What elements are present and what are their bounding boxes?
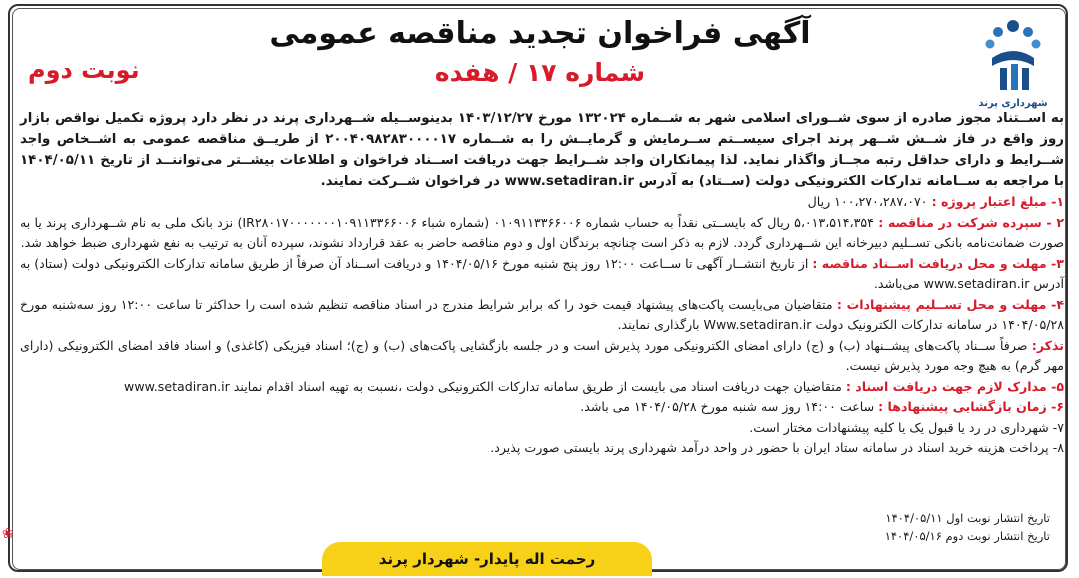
item-deposit [20,213,1064,254]
item-document-deadline [20,254,1064,295]
municipality-logo [967,14,1059,114]
item-heading: تذکر: [1031,337,1064,353]
item-text: متقاضیان می‌بایست پاکت‌های پیشنهاد قیمت خود را که برابر شرایط مندرج در اسناد مناقصه تنظیم شده است را حداکثر تا ساعت ۱۲:۰۰ روز سه‌شنبه مورخ ۱۴۰۴/۰۵/۲۸ در سامانه تدارکات الکترونیک دولت Www.setadiran.ir بارگذاری نمایند. [20,296,1064,332]
item-required-documents [20,377,1064,398]
item-heading: ۲ - سپرده شرکت در مناقصه : [878,214,1064,230]
item-opening-time [20,397,1064,418]
item-heading: ۵- مدارک لازم جهت دریافت اسناد : [845,378,1064,394]
item-submission-deadline [20,295,1064,336]
item-heading: ۷- [1052,419,1064,435]
item-text: صرفاً ســناد پاکت‌های پیشــنهاد (ب) و (ج) دارای امضای الکترونیکی مورد پذیرش است و در جلسه بازگشایی پاکت‌های (ب) و (ج)؛ اسناد فیزیکی (کاغذی) و اسناد فاقد امضای الکترونیکی (دارای مهر گرم) به هیچ وجه مورد پذیرش نیست. [20,337,1064,373]
publication-round: نوبت دوم [28,56,140,84]
item-text: ساعت ۱۴:۰۰ روز سه شنبه مورخ ۱۴۰۴/۰۵/۲۸ می باشد. [580,399,879,414]
logo-emblem-icon [978,14,1048,96]
item-text: پرداخت هزینه خرید اسناد در سامانه ستاد ایران با حضور در واحد درآمد شهرداری پرند بایستی صورت پذیرد. [490,440,1053,455]
first-publication-date: تاریخ انتشار نوبت اول ۱۴۰۴/۰۵/۱۱ [885,511,1050,525]
item-text: شهرداری در رد یا قبول یک یا کلیه پیشنهادات مختار است. [749,419,1053,435]
item-budget [20,192,1064,213]
item-heading: ۴- مهلت و محل تســلیم پیشنهادات : [836,296,1064,312]
item-heading: ۸- [1052,440,1064,455]
item-heading: ۶- زمان بازگشایی پیشنهادها : [878,399,1064,414]
item-rejection-right [20,418,1064,439]
item-text: ۵،۰۱۳،۵۱۴،۳۵۴ ریال که بایســتی نقداً به حساب شماره ۰۱۰۹۱۱۳۳۶۶۰۰۶ (شماره شباء IR۲۸۰۱۷۰۰۰۰۰۰۰۱۰۹۱۱۳۳۶۶۰۰۶) نزد بانک ملی به نام شــهرداری پرند یا به صورت ضمانت‌نامه بانکی تســلیم دبیرخانه این شــهرداری گردد. لازم به ذکر است چنانچه برندگان اول و دوم مناقصه حاضر به عقد قرارداد نشوند، سپرده آنان به ترتیب به نفع شهرداری ضبط خواهد شد. [20,214,1064,250]
item-text: ۱۰۰،۲۷۰،۲۸۷،۰۷۰ ریال [807,194,932,209]
logo-caption: شهرداری پرند [978,98,1048,109]
corner-stamp-icon: ❀ [2,526,14,542]
item-payment [20,438,1064,459]
item-heading: ۱- مبلغ اعتبار پروژه : [931,194,1064,209]
item-text: از تاریخ انتشــار آگهی تا ســاعت ۱۲:۰۰ روز پنج شنبه مورخ ۱۴۰۴/۰۵/۱۶ و دریافت اســناد آن صرفاً از طریق سامانه تدارکات الکترونیکی دولت (ستاد) به آدرس www.setadiran.ir می‌باشد. [20,255,1064,291]
item-heading: ۳- مهلت و محل دریافت اســناد مناقصه : [812,255,1064,271]
item-text: متقاضیان جهت دریافت اسناد می بایست از طریق سامانه تدارکات الکترونیکی دولت ،نسبت به تهیه اسناد اقدام نمایند www.setadiran.ir [124,378,846,394]
item-note [20,336,1064,377]
notice-body [20,108,1064,459]
notice-number: شماره ۱۷ / هفده [434,58,646,87]
signature-bar: رحمت اله پایدار- شهردار پرند [322,542,652,576]
intro-paragraph: به اســتناد مجوز صادره از سوی شــورای اسلامی شهر به شــماره ۱۳۲۰۲۴ مورخ ۱۴۰۳/۱۲/۲۷ بدینوســیله شــهرداری پرند در نظر دارد پروژه تکمیل نواقص بازار روز واقع در فاز شــش شــهر پرند اجرای سیســتم ســرمایش و گرمایــش را به شــماره ۲۰۰۴۰۹۸۲۸۳۰۰۰۰۱۷ از طریــق مناقصه عمومی به اشــخاص واجد شــرایط و دارای حداقل رتبه مجــاز واگذار نماید. لذا پیمانکاران واجد شــرایط جهت دریافت اســناد فراخوان و اطلاعات بیشــتر می‌تواننــد از تاریخ ۱۴۰۴/۰۵/۱۱ با مراجعه به ســامانه تدارکات الکترونیکی دولت (ســتاد) به آدرس www.setadiran.ir در فراخوان شــرکت نمایند. [20,111,1064,189]
second-publication-date: تاریخ انتشار نوبت دوم ۱۴۰۴/۰۵/۱۶ [884,529,1050,543]
notice-title: آگهی فراخوان تجدید مناقصه عمومی [269,16,811,51]
